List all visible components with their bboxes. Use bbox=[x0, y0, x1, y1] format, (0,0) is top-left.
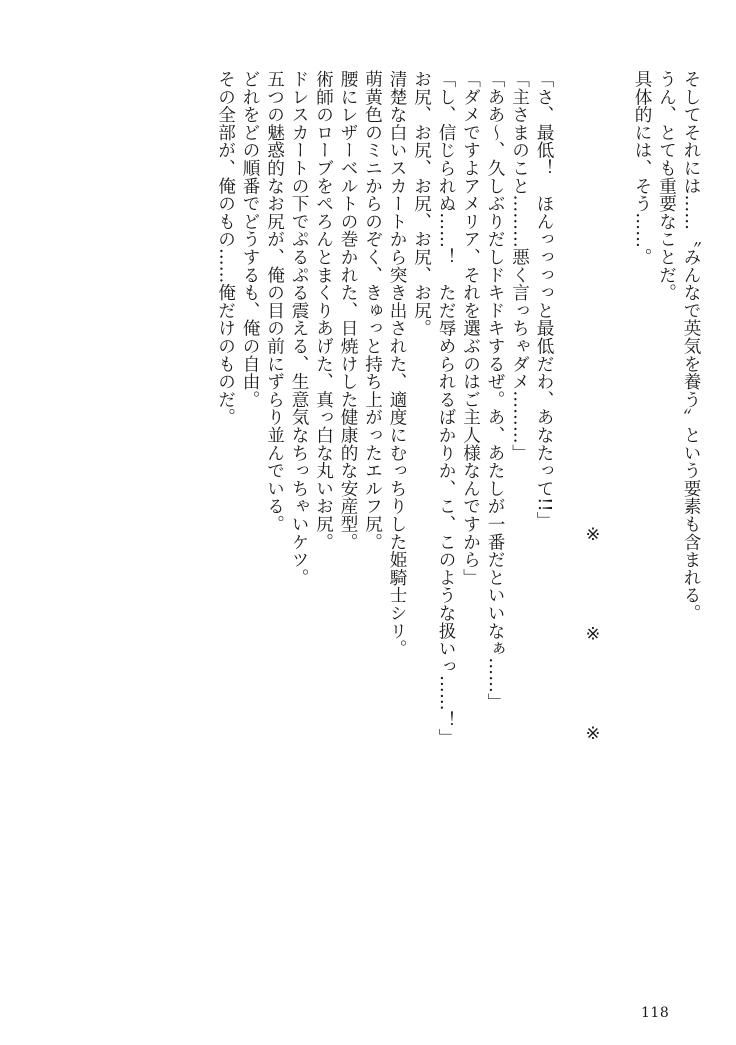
text-line: 具体的には、そう……。 bbox=[632, 70, 652, 266]
text-line: 腰にレザーベルトの巻かれた、日焼けした健康的な安産型。 bbox=[338, 70, 358, 551]
scene-break-asterisms: ※ ※ ※ bbox=[583, 525, 603, 776]
text-line: うん、とても重要なことだ。 bbox=[656, 70, 677, 302]
text-line: お尻、お尻、お尻、お尻、お尻。 bbox=[411, 70, 432, 337]
blank-line bbox=[556, 70, 581, 970]
dialogue-line: 「主さまのこと………悪く言っちゃダメ………」 bbox=[509, 70, 530, 462]
dialogue-line: 「ダメですよアメリア、それを選ぶのはご主人様なんですから」 bbox=[460, 70, 481, 587]
text-line: どれをどの順番でどうするも、俺の自由。 bbox=[240, 70, 260, 409]
text-line: 五つの魅惑的なお尻が、俺の目の前にずらり並んでいる。 bbox=[264, 70, 285, 533]
text-line: 清楚な白いスカートから突き出された、適度にむっちりした姫騎士シリ。 bbox=[387, 70, 407, 658]
dialogue-line: 「さ、最低！ ほんっっっっと最低だわ、あなたって!!」 bbox=[534, 70, 554, 530]
page-number: 118 bbox=[641, 1005, 670, 1021]
text-line: その全部が、俺のもの……俺だけのものだ。 bbox=[215, 70, 236, 426]
text-line: 萌黄色のミニからのぞく、きゅっと持ち上がったエルフ尻。 bbox=[362, 70, 383, 551]
vertical-text-block bbox=[88, 70, 703, 970]
dialogue-line: 「ああ～、久しぶりだしドキドキするぜ。あ、あたしが一番だといいなぁ……」 bbox=[485, 70, 505, 711]
dialogue-line: 「し、信じられぬ……！ ただ辱められるばかりか、こ、このような扱いっ……！」 bbox=[436, 70, 456, 747]
text-line: 術師のローブをぺろんとまくりあげた、真っ白な丸いお尻。 bbox=[313, 70, 334, 551]
blank-line bbox=[605, 70, 630, 970]
text-line: ドレスカートの下でぷるぷる震える、生意気なちっちゃいケツ。 bbox=[289, 70, 309, 587]
text-line: そしてそれには……〝みんなで英気を養う〟という要素も含まれる。 bbox=[681, 70, 701, 622]
